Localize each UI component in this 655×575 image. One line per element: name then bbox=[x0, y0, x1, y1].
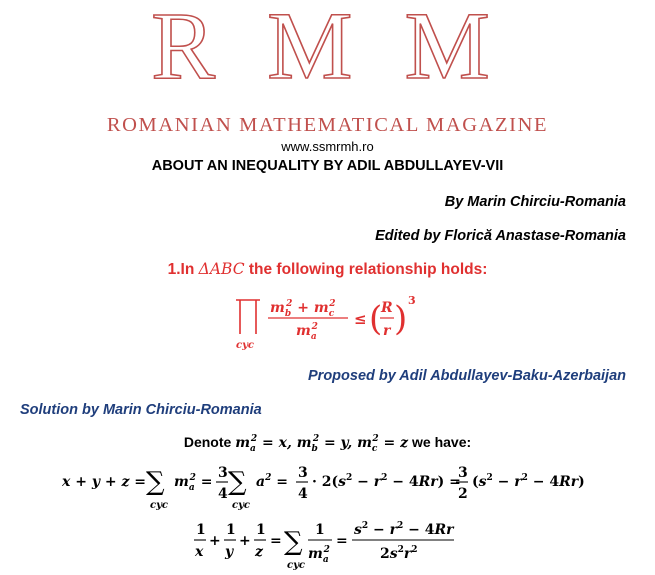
magazine-name: ROMANIAN MATHEMATICAL MAGAZINE bbox=[106, 114, 549, 136]
svg-text:r: r bbox=[383, 323, 391, 339]
author-byline: By Marin Chirciu-Romania bbox=[444, 194, 626, 210]
svg-text:3: 3 bbox=[218, 465, 228, 481]
svg-text:· 2(s2 − r2 − 4Rr) =: · $2(s^2 - r^2 - 4Rr)$ = bbox=[312, 473, 461, 490]
cyc-subscript: cyc bbox=[236, 340, 254, 351]
svg-text:mb2 + mc2: $m_b2 + m_c2$ bbox=[270, 299, 336, 319]
editor-line: Edited by Florică Anastase-Romania bbox=[375, 228, 626, 244]
svg-text:∑: ∑ bbox=[228, 467, 247, 497]
svg-text:∑: ∑ bbox=[146, 467, 165, 497]
svg-text:∑: ∑ bbox=[284, 527, 303, 557]
reciprocal-identity-formula bbox=[192, 518, 462, 574]
svg-text:(: ( bbox=[369, 299, 383, 339]
svg-text:z: z bbox=[255, 544, 263, 560]
svg-text:cyc: cyc bbox=[150, 500, 168, 511]
svg-text:=: = bbox=[270, 533, 282, 549]
svg-text:): ) bbox=[394, 299, 408, 339]
svg-text:cyc: cyc bbox=[287, 560, 305, 571]
website-link[interactable]: www.ssmrmh.ro bbox=[281, 139, 374, 154]
denote-prefix: Denote bbox=[183, 434, 236, 450]
svg-text:1: 1 bbox=[196, 522, 206, 538]
svg-text:ma2 =: $m_a2$ = bbox=[174, 473, 213, 493]
svg-text:=: = bbox=[336, 533, 348, 549]
svg-text:ma2: $m_a2$ bbox=[296, 322, 318, 342]
denote-line: Denote $m_a^2 = x$, $m_b^2 = y$, $m_c^2 = z$ we have: bbox=[183, 434, 472, 454]
svg-text:ma2: $m_a2$ bbox=[308, 545, 330, 565]
svg-text:3: 3 bbox=[408, 294, 416, 307]
svg-text:1: 1 bbox=[226, 522, 236, 538]
svg-text:1: 1 bbox=[315, 522, 325, 538]
svg-text:+: + bbox=[239, 533, 251, 549]
denote-suffix: we have: bbox=[408, 434, 472, 450]
svg-text:3: 3 bbox=[458, 465, 468, 481]
magazine-logo: R M M bbox=[151, 0, 504, 99]
svg-text:≤: ≤ bbox=[354, 310, 367, 328]
solution-by: Solution by Marin Chirciu-Romania bbox=[20, 402, 262, 418]
triangle-label: ΔABC bbox=[198, 260, 245, 278]
svg-text:x + y + z =: x + y + z = bbox=[62, 474, 146, 490]
svg-text:+: + bbox=[209, 533, 221, 549]
svg-text:2s2r2: $2s^2r^2$ bbox=[380, 545, 418, 562]
proposed-by: Proposed by Adil Abdullayev-Baku-Azerbaijan bbox=[308, 368, 626, 384]
svg-text:4: 4 bbox=[298, 486, 308, 502]
svg-text:(s2 − r2 − 4Rr): $(s^2 - r^2 - 4Rr)$ bbox=[472, 473, 585, 490]
statement-prefix: 1.In bbox=[167, 261, 199, 278]
inequality-formula bbox=[230, 290, 430, 354]
svg-text:4: 4 bbox=[218, 486, 228, 502]
svg-text:s2 − r2 − 4Rr: $s^2 - r^2 - 4Rr$ bbox=[354, 521, 454, 538]
svg-text:3: 3 bbox=[298, 465, 308, 481]
svg-text:x: x bbox=[195, 544, 204, 560]
article-title: ABOUT AN INEQUALITY BY ADIL ABDULLAYEV-VII bbox=[151, 158, 504, 174]
svg-text:1: 1 bbox=[256, 522, 266, 538]
svg-text:a2 =: $a^2$ = bbox=[256, 473, 288, 490]
sum-identity-formula bbox=[62, 462, 602, 514]
problem-statement bbox=[0, 260, 655, 279]
statement-suffix: the following relationship holds: bbox=[244, 261, 488, 278]
svg-text:cyc: cyc bbox=[232, 500, 250, 511]
svg-text:2: 2 bbox=[458, 486, 468, 502]
svg-text:y: y bbox=[225, 544, 234, 560]
svg-text:R: R bbox=[381, 300, 393, 316]
